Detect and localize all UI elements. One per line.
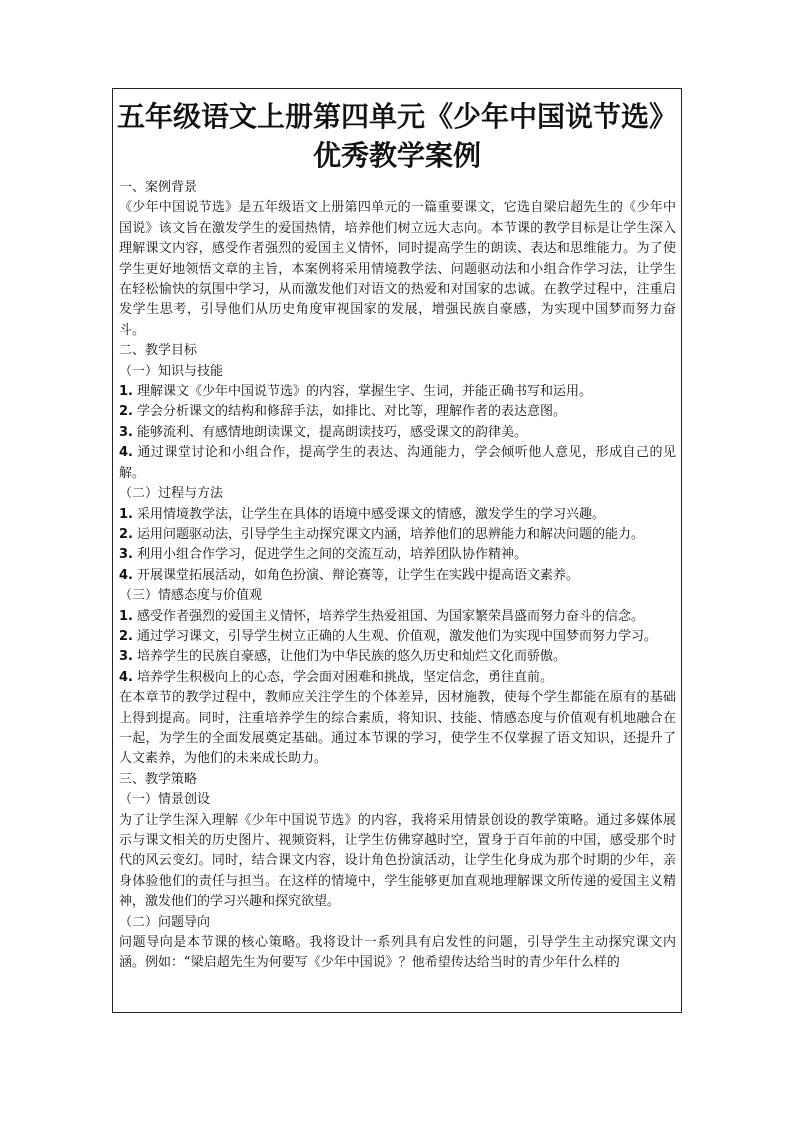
list-item-text: 培养学生积极向上的心态，学会面对困难和挑战，坚定信念，勇往直前。 [136, 669, 553, 685]
list-item-text: 理解课文《少年中国说节选》的内容，掌握生字、生词，并能正确书写和运用。 [136, 384, 592, 400]
list-item [119, 647, 676, 667]
list-item [119, 505, 676, 525]
list-item [119, 443, 676, 484]
list-item-number: 4. [119, 669, 133, 685]
section-heading: （二）过程与方法 [119, 486, 224, 502]
list-item [119, 525, 676, 545]
section-heading: 三、教学策略 [119, 771, 198, 787]
paragraph: 为了让学生深入理解《少年中国说节选》的内容，我将采用情景创设的教学策略。通过多媒体展示与课文相关的历史图片、视频资料，让学生仿佛穿越时空，置身于百年前的中国，感受那个时代的风云变幻。同时，结合课文内容，设计角色扮演活动，让学生化身成为那个时期的少年，亲身体验他们的责任与担当。在这样的情境中，学生能够更加直观地理解课文所传递的爱国主义精神，激发他们的学习兴趣和探究欲望。 [119, 812, 676, 910]
document-title-line2: 优秀教学案例 [312, 139, 481, 172]
list-item [119, 668, 676, 688]
list-item-number: 1. [119, 608, 133, 624]
list-item-number: 2. [119, 628, 133, 644]
list-item-text: 能够流利、有感情地朗读课文，提高朗读技巧，感受课文的韵律美。 [136, 424, 527, 440]
list-item-number: 4. [119, 567, 133, 583]
list-item-number: 3. [119, 547, 133, 563]
section-heading: （二）问题导向 [119, 914, 211, 930]
list-item-number: 4. [119, 445, 133, 461]
list-item-text: 利用小组合作学习，促进学生之间的交流互动，培养团队协作精神。 [136, 547, 527, 563]
paragraph: 《少年中国说节选》是五年级语文上册第四单元的一篇重要课文，它选自梁启超先生的《少年中国说》该文旨在激发学生的爱国热情，培养他们树立远大志向。本节课的教学目标是让学生深入理解课文内容，感受作者强烈的爱国主义情怀，同时提高学生的朗读、表达和思维能力。为了使学生更好地领悟文章的主旨，本案例将采用情境教学法、问题驱动法和小组合作学习法，让学生在轻松愉快的氛围中学习，从而激发他们对语文的热爱和对国家的忠诚。在教学过程中，注重启发学生思考，引导他们从历史角度审视国家的发展，增强民族自豪感，为实现中国梦而努力奋斗。 [119, 200, 676, 338]
paragraph: 在本章节的教学过程中，教师应关注学生的个体差异，因材施教，使每个学生都能在原有的基础上得到提高。同时，注重培养学生的综合素质，将知识、技能、情感态度与价值观有机地融合在一起，为学生的全面发展奠定基础。通过本节课的学习，使学生不仅掌握了语文知识，还提升了人文素养，为他们的未来成长助力。 [119, 690, 676, 767]
section-heading: （三）情感态度与价值观 [119, 588, 263, 604]
section-heading: 一、案例背景 [119, 180, 198, 195]
list-item-number: 3. [119, 424, 133, 440]
list-item [119, 382, 676, 402]
list-item [119, 566, 676, 586]
list-item [119, 423, 676, 443]
document-frame [112, 88, 682, 1013]
list-item-text: 开展课堂拓展活动，如角色扮演、辩论赛等，让学生在实践中提高语文素养。 [136, 567, 579, 583]
list-item [119, 627, 676, 647]
list-item-number: 2. [119, 526, 133, 542]
list-item-number: 2. [119, 404, 133, 420]
list-item-number: 1. [119, 506, 133, 522]
list-item-text: 学会分析课文的结构和修辞手法，如排比、对比等，理解作者的表达意图。 [136, 404, 566, 420]
section-heading: （一）知识与技能 [119, 363, 224, 379]
list-item-text: 运用问题驱动法，引导学生主动探究课文内涵，培养他们的思辨能力和解决问题的能力。 [136, 526, 644, 542]
list-item [119, 545, 676, 565]
list-item [119, 607, 676, 627]
list-item-text: 通过课堂讨论和小组合作，提高学生的表达、沟通能力，学会倾听他人意见，形成自己的见解。 [119, 445, 676, 481]
list-item-text: 通过学习课文，引导学生树立正确的人生观、价值观，激发他们为实现中国梦而努力学习。 [136, 628, 657, 644]
paragraph: 问题导向是本节课的核心策略。我将设计一系列具有启发性的问题，引导学生主动探究课文内涵。例如：“梁启超先生为何要写《少年中国说》？他希望传达给当时的青少年什么样的 [119, 935, 676, 971]
document-body [113, 178, 681, 974]
list-item [119, 402, 676, 422]
list-item-text: 感受作者强烈的爱国主义情怀，培养学生热爱祖国、为国家繁荣昌盛而努力奋斗的信念。 [136, 608, 644, 624]
list-item-number: 3. [119, 649, 133, 665]
list-item-text: 培养学生的民族自豪感，让他们为中华民族的悠久历史和灿烂文化而骄傲。 [136, 649, 566, 665]
section-heading: （一）情景创设 [119, 792, 211, 808]
section-heading: 二、教学目标 [119, 343, 198, 359]
document-title-line1: 五年级语文上册第四单元《少年中国说节选》 [116, 100, 677, 133]
list-item-number: 1. [119, 384, 133, 400]
list-item-text: 采用情境教学法，让学生在具体的语境中感受课文的情感，激发学生的学习兴趣。 [136, 506, 605, 522]
